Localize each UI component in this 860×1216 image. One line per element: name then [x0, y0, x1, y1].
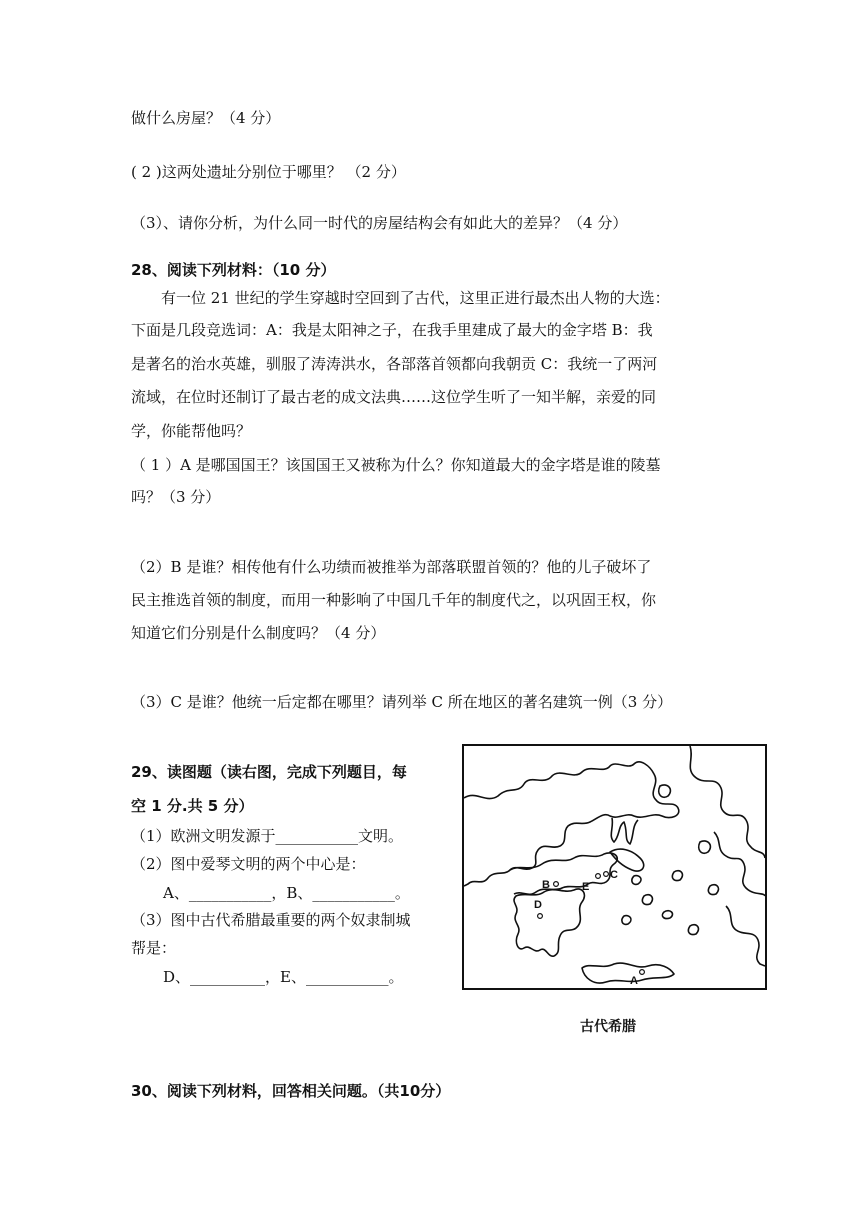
site-marker — [538, 914, 543, 919]
aegean-island — [672, 871, 682, 881]
aegean-island — [688, 925, 698, 935]
aegean-island — [622, 916, 631, 925]
aegean-island — [708, 885, 718, 895]
q28-sub1: （ 1 ）A 是哪国国王？该国国王又被称为什么？你知道最大的金字塔是谁的陵墓 — [131, 456, 661, 474]
q29-heading: 29、读图题（读右图，完成下列题目，每 — [131, 763, 407, 781]
q28-sub2: （2）B 是谁？相传他有什么功绩而被推举为部落联盟首领的？他的儿子破坏了 — [131, 558, 652, 576]
aegean-island — [659, 785, 671, 797]
aegean-island — [632, 876, 641, 885]
q28-para-line: 有一位 21 世纪的学生穿越时空回到了古代，这里正进行最杰出人物的大选： — [161, 289, 670, 307]
q28-para-line: 学，你能帮他吗？ — [131, 422, 252, 440]
aegean-island — [699, 841, 711, 853]
q29-heading: 空 1 分.共 5 分） — [131, 797, 254, 815]
euboea — [610, 849, 644, 871]
q28-sub1: 吗？（3 分） — [131, 488, 221, 506]
q29-item3: （3）图中古代希腊最重要的两个奴隶制城 — [131, 911, 411, 929]
q29-item3-answer: D、__________，E、___________。 — [163, 968, 404, 986]
q28-para-line: 流域，在位时还制订了最古老的成文法典……这位学生听了一知半解，亲爱的同 — [131, 388, 657, 406]
asia-minor-coastline — [714, 832, 765, 896]
map-caption: 古代希腊 — [580, 1019, 636, 1035]
map-label-c: C — [610, 869, 618, 881]
map-label-e: E — [582, 881, 590, 893]
peloponnese — [514, 889, 584, 956]
q30-heading: 30、阅读下列材料，回答相关问题。（共10分） — [131, 1082, 451, 1100]
site-marker — [596, 874, 601, 879]
chalkidiki — [611, 818, 638, 844]
q27-sub2: ( 2 )这两处遗址分别位于哪里？ （2 分） — [131, 163, 406, 181]
q28-para-line: 是著名的治水英雄，驯服了涛涛洪水，各部落首领都向我朝贡 C：我统一了两河 — [131, 355, 658, 373]
central-greece — [510, 853, 617, 894]
q28-sub2: 知道它们分别是什么制度吗？（4 分） — [131, 624, 386, 642]
q28-heading: 28、阅读下列材料：（10 分） — [131, 261, 336, 279]
site-marker — [554, 882, 559, 887]
q29-item2: （2）图中爱琴文明的两个中心是： — [131, 855, 366, 873]
aegean-island — [642, 895, 652, 905]
q29-item3: 帮是： — [131, 939, 177, 957]
greece-map-drawing — [464, 746, 765, 988]
crete — [582, 963, 674, 983]
q28-para-line: 下面是几段竞选词：A：我是太阳神之子，在我手里建成了最大的金字塔 B：我 — [131, 321, 653, 339]
aegean-island — [662, 911, 672, 919]
map-label-a: A — [630, 975, 638, 987]
greece-map — [462, 744, 767, 990]
map-label-b: B — [542, 879, 550, 891]
map-label-d: D — [534, 899, 542, 911]
q28-sub2: 民主推选首领的制度，而用一种影响了中国几千年的制度代之，以巩固王权，你 — [131, 591, 657, 609]
site-marker — [640, 970, 645, 975]
q29-item1: （1）欧洲文明发源于___________文明。 — [131, 827, 404, 845]
q27-sub3: （3）、请你分析，为什么同一时代的房屋结构会有如此大的差异？（4 分） — [131, 214, 628, 232]
site-marker — [604, 872, 609, 877]
asia-minor-coastline — [726, 906, 765, 966]
q29-item2-answer: A、___________，B、___________。 — [163, 884, 410, 902]
balkan-coastline — [464, 762, 679, 886]
q28-sub3: （3）C 是谁？他统一后定都在哪里？请列举 C 所在地区的著名建筑一例（3 分） — [131, 693, 673, 711]
q27-continuation: 做什么房屋？（4 分） — [131, 109, 281, 127]
